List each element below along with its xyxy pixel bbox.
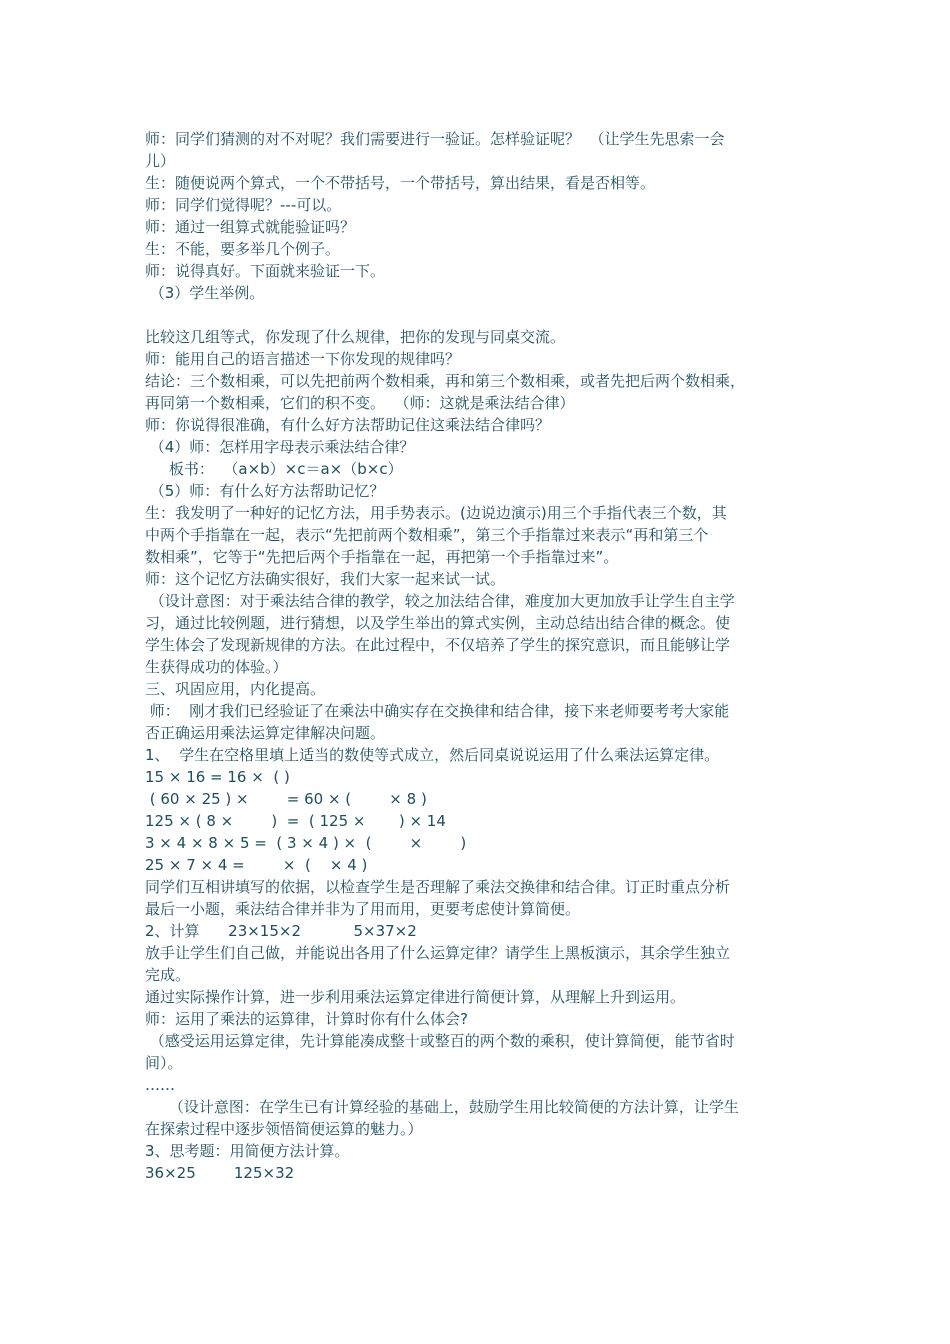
text-line: 在探索过程中逐步领悟简便运算的魅力。）	[145, 1120, 423, 1138]
text-line: （设计意图：在学生已有计算经验的基础上，鼓励学生用比较简便的方法计算，让学生	[145, 1098, 739, 1116]
text-line: 学生体会了发现新规律的方法。在此过程中，不仅培养了学生的探究意识，而且能够让学	[145, 636, 731, 654]
text-line: 师：同学们觉得呢？---可以。	[145, 196, 342, 214]
equation-line: 36×25 125×32	[145, 1164, 295, 1182]
text-line: 比较这几组等式，你发现了什么规律，把你的发现与同桌交流。	[145, 328, 566, 346]
equation-line: 15 × 16 = 16 × ( )	[145, 768, 290, 786]
text-line: （5）师：有什么好方法帮助记忆？	[145, 482, 385, 500]
text-line: 师：你说得很准确，有什么好方法帮助记住这乘法结合律吗？	[145, 416, 551, 434]
text-line: 1、 学生在空格里填上适当的数使等式成立，然后同桌说说运用了什么乘法运算定律。	[145, 746, 720, 764]
text-line: 板书： （a×b）×c＝a×（b×c）	[145, 460, 403, 478]
text-line: （设计意图：对于乘法结合律的教学，较之加法结合律，难度加大更加放手让学生自主学	[145, 592, 735, 610]
equation-line: 3 × 4 × 8 × 5 = ( 3 × 4 ) × ( × )	[145, 834, 467, 852]
text-line: ……	[145, 1076, 175, 1094]
text-line: 儿）	[145, 152, 176, 170]
text-line: 完成。	[145, 966, 191, 984]
text-line: 结论：三个数相乘，可以先把前两个数相乘，再和第三个数相乘，或者先把后两个数相乘，	[145, 372, 746, 390]
text-line: 师：通过一组算式就能验证吗？	[145, 218, 356, 236]
equation-line: 25 × 7 × 4 = × ( × 4 )	[145, 856, 368, 874]
text-line: 师：运用了乘法的运算律，计算时你有什么体会?	[145, 1010, 468, 1028]
text-line: 师：这个记忆方法确实很好，我们大家一起来试一试。	[145, 570, 506, 588]
text-line: 中两个手指靠在一起，表示“先把前两个数相乘”，第三个手指靠过来表示“再和第三个	[145, 526, 709, 544]
text-line: （3）学生举例。	[145, 284, 265, 302]
equation-line: ( 60 × 25 ) × = 60 × ( × 8 )	[145, 790, 427, 808]
text-line: 再同第一个数相乘，它们的积不变。 （师：这就是乘法结合律）	[145, 394, 575, 412]
text-line: 放手让学生们自己做，并能说出各用了什么运算定律？请学生上黑板演示，其余学生独立	[145, 944, 731, 962]
text-line: 师：能用自己的语言描述一下你发现的规律吗？	[145, 350, 461, 368]
text-line: 2、计算 23×15×2 5×37×2	[145, 922, 417, 940]
text-line: 师：说得真好。下面就来验证一下。	[145, 262, 386, 280]
lesson-text	[145, 128, 810, 1184]
text-line: 生：随便说两个算式，一个不带括号，一个带括号，算出结果，看是否相等。	[145, 174, 656, 192]
text-line: 习，通过比较例题，进行猜想，以及学生举出的算式实例，主动总结出结合律的概念。使	[145, 614, 731, 632]
text-line: 同学们互相讲填写的依据，以检查学生是否理解了乘法交换律和结合律。订正时重点分析	[145, 878, 731, 896]
text-line: 通过实际操作计算，进一步利用乘法运算定律进行简便计算，从理解上升到运用。	[145, 988, 686, 1006]
text-line: 间）。	[145, 1054, 183, 1072]
text-line: （感受运用运算定律，先计算能凑成整十或整百的两个数的乘积，使计算简便，能节省时	[145, 1032, 735, 1050]
section-heading: 三、巩固应用，内化提高。	[145, 680, 326, 698]
blank-line	[145, 304, 810, 326]
text-line: （4）师：怎样用字母表示乘法结合律？	[145, 438, 415, 456]
text-line: 最后一小题，乘法结合律并非为了用而用，更要考虑使计算简便。	[145, 900, 581, 918]
text-line: 3、思考题：用简便方法计算。	[145, 1142, 350, 1160]
text-line: 师：同学们猜测的对不对呢？我们需要进行一验证。怎样验证呢？ （让学生先思索一会	[145, 130, 725, 148]
text-line: 生：不能，要多举几个例子。	[145, 240, 341, 258]
text-line: 否正确运用乘法运算定律解决问题。	[145, 724, 386, 742]
text-line: 数相乘”，它等于“先把后两个手指靠在一起，再把第一个手指靠过来”。	[145, 548, 619, 566]
text-line: 生获得成功的体验。）	[145, 658, 288, 676]
equation-line: 125 × ( 8 × ) = ( 125 × ) × 14	[145, 812, 446, 830]
text-line: 师： 刚才我们已经验证了在乘法中确实存在交换律和结合律，接下来老师要考考大家能	[145, 702, 730, 720]
text-line: 生：我发明了一种好的记忆方法，用手势表示。(边说边演示)用三个手指代表三个数，其	[145, 504, 727, 522]
